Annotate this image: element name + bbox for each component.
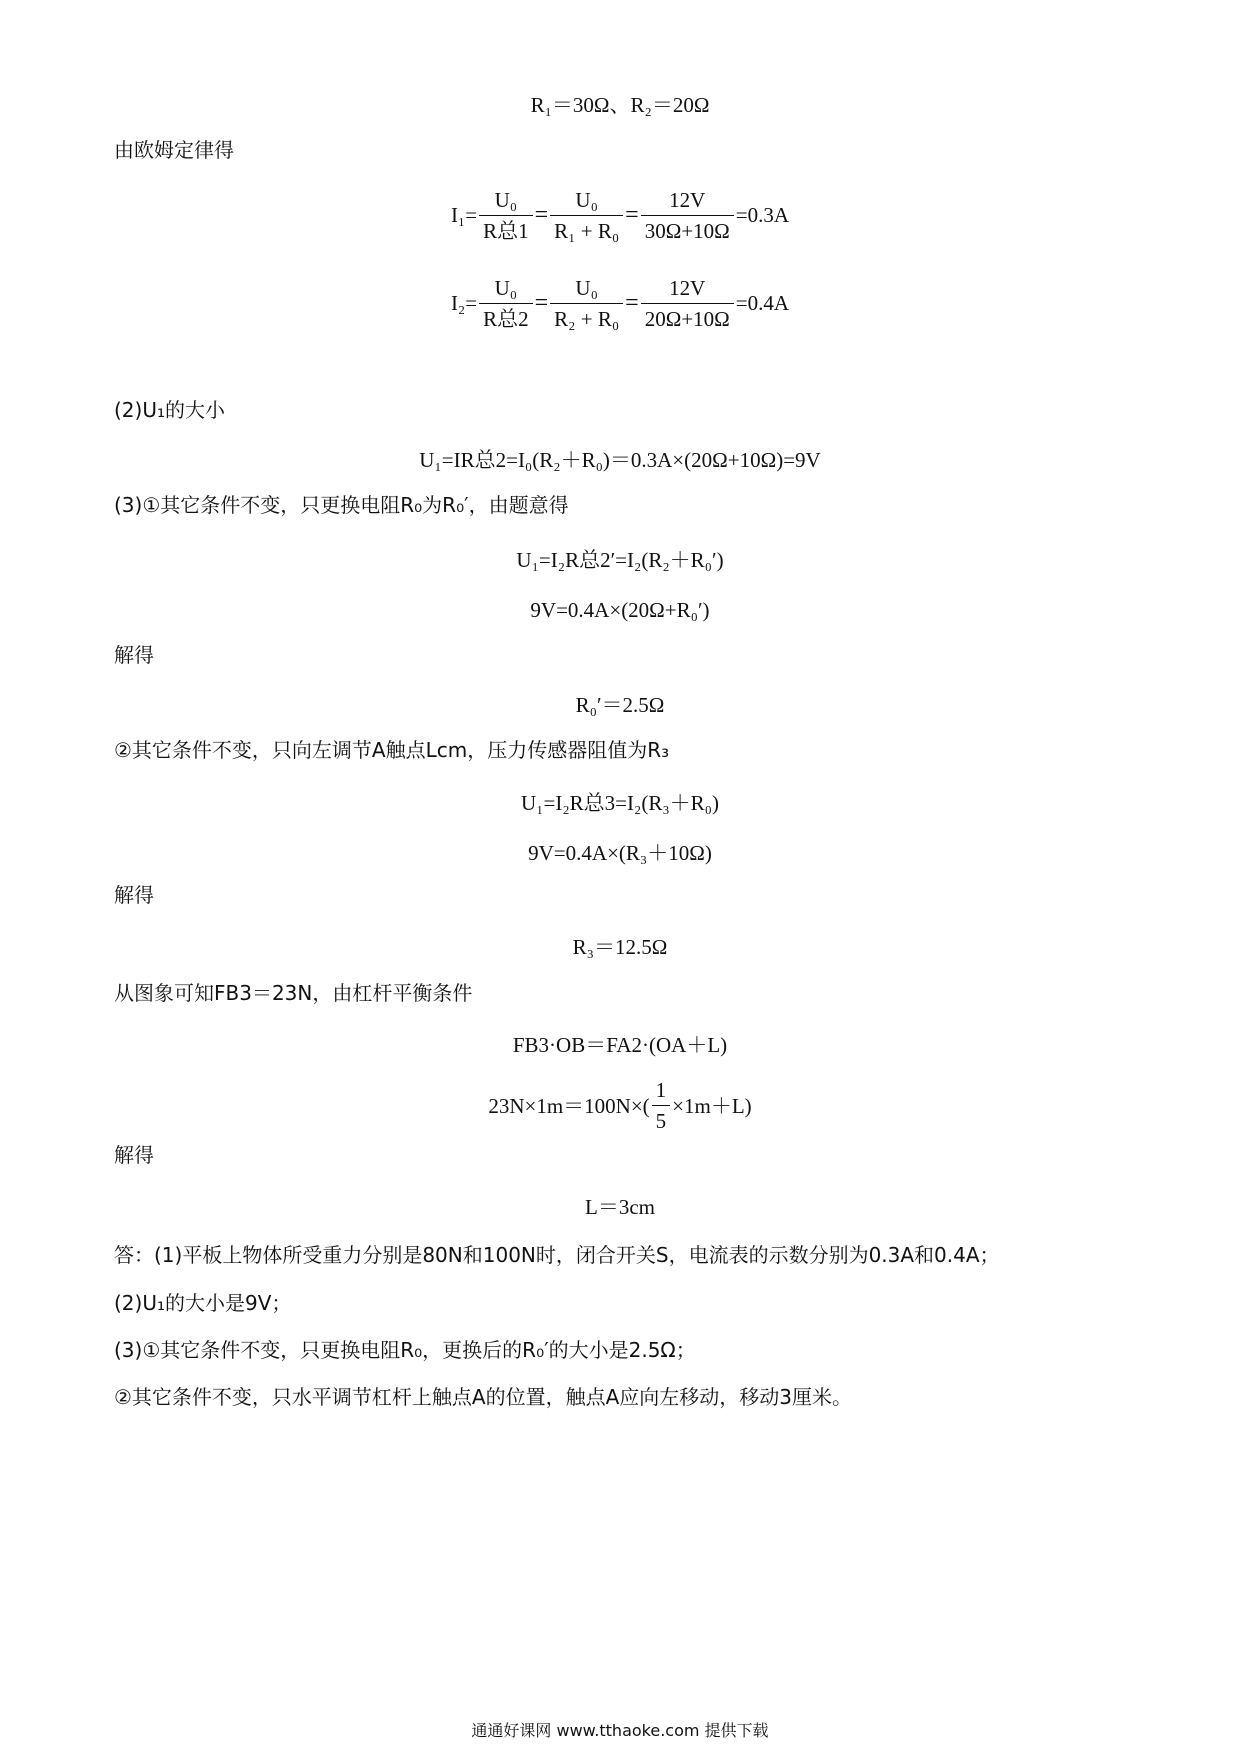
line-part3-2: ②其它条件不变，只向左调节A触点Lcm，压力传感器阻值为R₃ xyxy=(114,738,670,762)
eq19-den: 5 xyxy=(655,1108,667,1133)
eq1-frac1-den: R总1 xyxy=(483,218,529,243)
line-graph-fb3: 从图象可知FB3＝23N，由杠杆平衡条件 xyxy=(114,981,473,1005)
eq2-frac3-num: 12V xyxy=(641,273,734,304)
line-answer-1: 答：(1)平板上物体所受重力分别是80N和100N时，闭合开关S，电流表的示数分别为0.3A和0.4A； xyxy=(114,1243,1000,1267)
eq2-frac3 xyxy=(641,273,734,334)
line-solve-1: 解得 xyxy=(114,643,154,667)
eq1-frac3-den: 30Ω+10Ω xyxy=(644,218,730,243)
line-part3-1: (3)①其它条件不变，只更换电阻R₀为R₀′，由题意得 xyxy=(114,493,569,517)
eq19-pre: 23N×1m＝100N×( xyxy=(488,1094,650,1118)
eq1-frac2-den: R₁ + R₀ xyxy=(554,218,620,243)
eq1-result: =0.3A xyxy=(735,202,790,227)
eq1-frac2-num: U₀ xyxy=(550,185,623,216)
line-answer-4: ②其它条件不变，只水平调节杠杆上触点A的位置，触点A应向左移动，移动3厘米。 xyxy=(114,1385,853,1409)
eq1-frac1 xyxy=(479,185,533,246)
line-r3-value: R₃＝12.5Ω xyxy=(572,935,668,959)
line-u1-size: (2)U₁的大小 xyxy=(114,398,225,422)
eq2-frac2-den: R₂ + R₀ xyxy=(554,306,620,331)
eq2-result: =0.4A xyxy=(735,290,790,315)
eq19-frac xyxy=(652,1075,671,1136)
eq1-lhs: I₁= xyxy=(450,202,478,227)
line-solve-3: 解得 xyxy=(114,1143,154,1167)
eq19-post: ×1m＋L) xyxy=(672,1094,752,1118)
eq1-frac3-num: 12V xyxy=(641,185,734,216)
eq1-frac1-num: U₀ xyxy=(479,185,533,216)
line-l-value: L＝3cm xyxy=(585,1195,655,1219)
eq2-lhs: I₂= xyxy=(450,290,478,315)
eq2-frac2-num: U₀ xyxy=(550,273,623,304)
footer-watermark: 通通好课网 www.tthaoke.com 提供下载 xyxy=(471,1721,769,1740)
line-answer-3: (3)①其它条件不变，只更换电阻R₀，更换后的R₀′的大小是2.5Ω； xyxy=(114,1338,696,1362)
eq19-num: 1 xyxy=(652,1075,671,1106)
line-r0p-value: R₀′＝2.5Ω xyxy=(575,693,665,717)
line-answer-2: (2)U₁的大小是9V； xyxy=(114,1291,292,1315)
eq2-frac1 xyxy=(479,273,533,334)
line-u1-calc: U₁=IR总2=I₀(R₂＋R₀)＝0.3A×(20Ω+10Ω)=9V xyxy=(419,448,821,472)
line-lever-eq: FB3·OB＝FA2·(OA＋L) xyxy=(512,1033,728,1057)
line-r1-r2: R₁＝30Ω、R₂＝20Ω xyxy=(530,93,710,117)
eq1-frac3 xyxy=(641,185,734,246)
eq2-frac1-den: R总2 xyxy=(483,306,529,331)
eq2-frac1-num: U₀ xyxy=(479,273,533,304)
equation-lever-numeric xyxy=(0,1070,1240,1140)
equation-i2: I₂= $\frac{\text{U₀}}{\text{R总2}}$ = $\frac{\text{U₀}}{\text{R₂ + R₀}}$ = $\frac{12V}{20\Omega+10\Omega}$ =0.4A xyxy=(0,268,1240,338)
line-u1-eq-r3: U₁=I₂R总3=I₂(R₃＋R₀) xyxy=(521,791,719,815)
eq1-frac2 xyxy=(550,185,623,246)
line-9v-eq-r3: 9V=0.4A×(R₃＋10Ω) xyxy=(528,841,712,865)
line-9v-eq-r0p: 9V=0.4A×(20Ω+R₀′) xyxy=(530,598,710,622)
equation-i1: I₁= $\frac{\text{U₀}}{\text{R总1}}$ = $\frac{\text{U₀}}{\text{R₁ + R₀}}$ = $\frac{12V}{30\Omega+10\Omega}$ =0.3A xyxy=(0,180,1240,250)
line-u1-eq-r0p: U₁=I₂R总2′=I₂(R₂＋R₀′) xyxy=(516,548,724,572)
eq2-frac3-den: 20Ω+10Ω xyxy=(644,306,730,331)
line-ohm-law: 由欧姆定律得 xyxy=(114,138,234,162)
eq2-frac2 xyxy=(550,273,623,334)
line-solve-2: 解得 xyxy=(114,883,154,907)
